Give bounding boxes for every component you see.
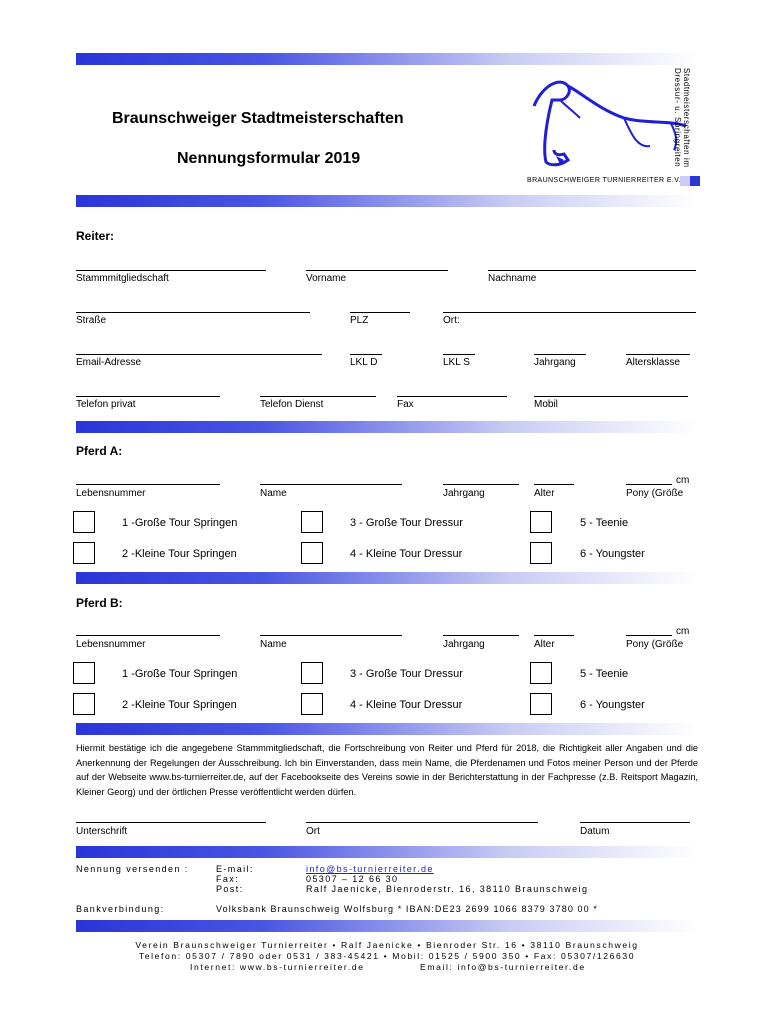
nachname-field[interactable] xyxy=(488,270,696,271)
logo-vertical-text xyxy=(673,68,691,168)
jahrgang-label: Jahrgang xyxy=(534,357,576,368)
footer-internet: Internet: www.bs-turnierreiter.de xyxy=(190,962,365,972)
pferd-a-option-4: 4 - Kleine Tour Dressur xyxy=(350,548,463,560)
pferd-b-checkbox-1[interactable] xyxy=(73,662,95,684)
lkl-s-label: LKL S xyxy=(443,357,470,368)
pferd-a-pony-label: Pony (Größe xyxy=(626,488,684,499)
plz-label: PLZ xyxy=(350,315,369,326)
pferd-a-lebensnummer-field[interactable] xyxy=(76,484,220,485)
pferd-b-option-5: 5 - Teenie xyxy=(580,668,629,680)
stammmitgliedschaft-label: Stammmitgliedschaft xyxy=(76,273,169,284)
pferd-b-name-field[interactable] xyxy=(260,635,402,636)
pferd-a-cm-label: cm xyxy=(676,475,690,486)
pferd-a-jahrgang-label: Jahrgang xyxy=(443,488,485,499)
send-post-value: Ralf Jaenicke, Bienroderstr. 16, 38110 Braunschweig xyxy=(306,884,589,894)
page-title: Braunschweiger Stadtmeisterschaften xyxy=(112,110,404,127)
pferd-a-option-3: 3 - Große Tour Dressur xyxy=(350,517,463,529)
send-fax-label: Fax: xyxy=(216,874,240,884)
section-gradient-bar-5 xyxy=(76,846,698,858)
footer-line-2: Telefon: 05307 / 7890 oder 0531 / 383-45421 • Mobil: 01525 / 5900 350 • Fax: 05307/126630 xyxy=(138,951,636,961)
pferd-b-lebensnummer-label: Lebensnummer xyxy=(76,639,146,650)
vorname-label: Vorname xyxy=(306,273,347,284)
pferd-b-checkbox-3[interactable] xyxy=(301,662,323,684)
pferd-a-checkbox-2[interactable] xyxy=(73,542,95,564)
altersklasse-label: Altersklasse xyxy=(626,357,680,368)
consent-text: Hiermit bestätige ich die angegebene Stammmitgliedschaft, die Fortschreibung von Reiter und Pferd für 2018, die Richtigkeit aller Angaben und die Anerkennung der Regelungen der Ausschreibung. Ich bin Einverstanden, dass mein Name, die Pferdenamen und Fotos meiner Person und der Pferde auf der Webseite www.bs-turnierreiter.de, auf der Facebookseite des Vereins sowie in der Berichterstattung in der Fachpresse (z.B. Reitsport Magazin, Kleiner Georg) und der örtlichen Presse veröffentlicht werden dürfen. xyxy=(76,743,698,797)
bank-value: Volksbank Braunschweig Wolfsburg * IBAN:DE23 2699 1066 8379 3780 00 * xyxy=(216,904,598,914)
send-fax-value: 05307 – 12 66 30 xyxy=(306,874,399,884)
pferd-b-heading: Pferd B: xyxy=(76,596,123,610)
ort-field[interactable] xyxy=(443,312,696,313)
pferd-a-checkbox-3[interactable] xyxy=(301,511,323,533)
plz-field[interactable] xyxy=(350,312,410,313)
telefon-privat-label: Telefon privat xyxy=(76,399,136,410)
jahrgang-field[interactable] xyxy=(534,354,586,355)
telefon-dienst-field[interactable] xyxy=(260,396,376,397)
pferd-a-option-6: 6 - Youngster xyxy=(580,548,645,560)
logo-club-name: BRAUNSCHWEIGER TURNIERREITER E.V. xyxy=(527,177,681,184)
mobil-field[interactable] xyxy=(534,396,688,397)
logo-vertical-text-1: Stadtmeisterschaften im xyxy=(682,68,691,168)
pferd-b-option-4: 4 - Kleine Tour Dressur xyxy=(350,699,463,711)
pferd-b-checkbox-5[interactable] xyxy=(530,662,552,684)
pferd-b-cm-label: cm xyxy=(676,626,690,637)
email-field[interactable] xyxy=(76,354,322,355)
pferd-a-pony-field[interactable] xyxy=(626,484,672,485)
fax-label: Fax xyxy=(397,399,414,410)
pferd-b-jahrgang-field[interactable] xyxy=(443,635,519,636)
send-post-label: Post: xyxy=(216,884,244,894)
logo-vertical-text-2: Dressur- u. Springreiten xyxy=(673,68,682,168)
club-logo xyxy=(520,66,700,191)
pferd-b-name-label: Name xyxy=(260,639,287,650)
pferd-a-option-2: 2 -Kleine Tour Springen xyxy=(122,548,237,560)
lkl-d-field[interactable] xyxy=(350,354,382,355)
ort-signature-label: Ort xyxy=(306,826,320,837)
send-email-label: E-mail: xyxy=(216,864,254,874)
pferd-b-jahrgang-label: Jahrgang xyxy=(443,639,485,650)
lkl-d-label: LKL D xyxy=(350,357,378,368)
pferd-a-alter-field[interactable] xyxy=(534,484,574,485)
pferd-a-option-1: 1 -Große Tour Springen xyxy=(122,517,238,529)
telefon-dienst-label: Telefon Dienst xyxy=(260,399,324,410)
section-gradient-bar-2 xyxy=(76,421,698,433)
send-label: Nennung versenden : xyxy=(76,864,189,874)
header-gradient-bar xyxy=(76,53,698,65)
pferd-a-checkbox-6[interactable] xyxy=(530,542,552,564)
email-label: Email-Adresse xyxy=(76,357,142,368)
pferd-b-pony-label: Pony (Größe xyxy=(626,639,684,650)
pferd-b-checkbox-6[interactable] xyxy=(530,693,552,715)
unterschrift-label: Unterschrift xyxy=(76,826,128,837)
unterschrift-field[interactable] xyxy=(76,822,266,823)
datum-label: Datum xyxy=(580,826,610,837)
pferd-b-option-3: 3 - Große Tour Dressur xyxy=(350,668,463,680)
pferd-a-name-field[interactable] xyxy=(260,484,402,485)
pferd-b-checkbox-4[interactable] xyxy=(301,693,323,715)
footer-line-1: Verein Braunschweiger Turnierreiter • Ralf Jaenicke • Bienroder Str. 16 • 38110 Braunschweig xyxy=(135,940,639,950)
pferd-b-lebensnummer-field[interactable] xyxy=(76,635,220,636)
pferd-b-option-6: 6 - Youngster xyxy=(580,699,645,711)
reiter-heading: Reiter: xyxy=(76,229,115,243)
pferd-a-heading: Pferd A: xyxy=(76,444,123,458)
send-email-link[interactable]: info@bs-turnierreiter.de xyxy=(306,864,434,874)
lkl-s-field[interactable] xyxy=(443,354,475,355)
altersklasse-field[interactable] xyxy=(626,354,690,355)
nachname-label: Nachname xyxy=(488,273,537,284)
pferd-a-checkbox-5[interactable] xyxy=(530,511,552,533)
ort-label: Ort: xyxy=(443,315,460,326)
telefon-privat-field[interactable] xyxy=(76,396,220,397)
pferd-a-name-label: Name xyxy=(260,488,287,499)
pferd-b-option-1: 1 -Große Tour Springen xyxy=(122,668,238,680)
ort-datum-field[interactable] xyxy=(306,822,538,823)
section-gradient-bar-6 xyxy=(76,920,698,932)
pferd-b-alter-field[interactable] xyxy=(534,635,574,636)
bank-label: Bankverbindung: xyxy=(76,904,165,914)
pferd-b-pony-field[interactable] xyxy=(626,635,672,636)
pferd-a-lebensnummer-label: Lebensnummer xyxy=(76,488,146,499)
pferd-b-option-2: 2 -Kleine Tour Springen xyxy=(122,699,237,711)
stammmitgliedschaft-field[interactable] xyxy=(76,270,266,271)
mobil-label: Mobil xyxy=(534,399,558,410)
strasse-field[interactable] xyxy=(76,312,310,313)
strasse-label: Straße xyxy=(76,315,107,326)
datum-field[interactable] xyxy=(580,822,690,823)
pferd-a-alter-label: Alter xyxy=(534,488,555,499)
footer-email: Email: info@bs-turnierreiter.de xyxy=(420,962,586,972)
fax-field[interactable] xyxy=(397,396,507,397)
pferd-a-checkbox-4[interactable] xyxy=(301,542,323,564)
section-gradient-bar-4 xyxy=(76,723,698,735)
section-gradient-bar-1 xyxy=(76,195,698,207)
section-gradient-bar-3 xyxy=(76,572,698,584)
pferd-a-jahrgang-field[interactable] xyxy=(443,484,519,485)
pferd-a-checkbox-1[interactable] xyxy=(73,511,95,533)
page-subtitle: Nennungsformular 2019 xyxy=(177,150,361,167)
vorname-field[interactable] xyxy=(306,270,448,271)
pferd-b-alter-label: Alter xyxy=(534,639,555,650)
pferd-b-checkbox-2[interactable] xyxy=(73,693,95,715)
pferd-a-option-5: 5 - Teenie xyxy=(580,517,629,529)
